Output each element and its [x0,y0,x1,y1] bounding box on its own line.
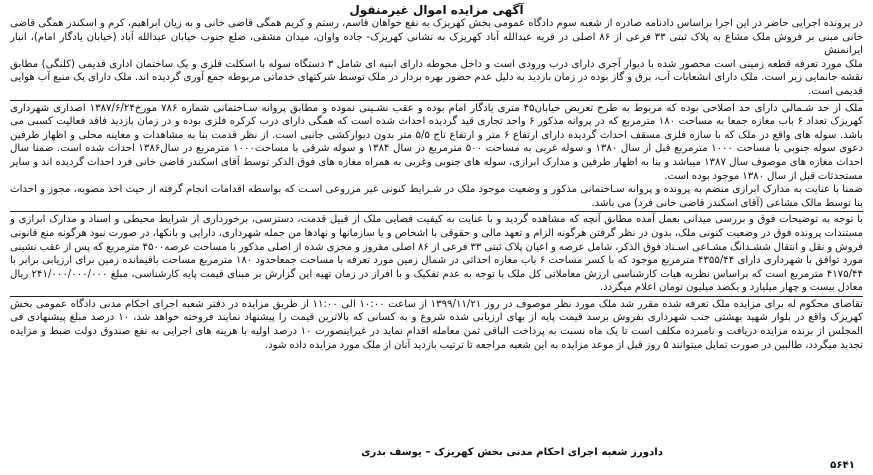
notice-paragraph-description: ملک مورد تعرفه قطعه زمینی است محصور شده با دیوار آجری دارای درب ورودی است و داخل محوطه دارای ابنیه ای شامل ۳ دستگاه سوله با اسکلت فلزی و یک ساختمان اداری قدیمی (کلنگی) مطابق نقشه جانمایی زیر است. ملک دارای انشعابات آب، برق و گاز بوده در زمان بازدید به دلیل عدم حضور بهره بردار در ملک توسط شرکتهای خدماتی مربوطه جمع آوری گردیده اند. ملک دارای یک منبع آب هوایی قدیمی است. [10,58,863,97]
notice-footer [10,446,863,472]
notice-paragraph-permits: ضمنا با عنایت به مدارک ابرازی منضم به پرونده و پروانه سـاختمانی مذکور و وضعیت موجود ملک در شـرایط کنونی غیر مزروعی اسـت که بواسطه اقدامات انجام گرفته از حیث اخذ مصوبه، مجوز و احداث بنا توسط مالک مشاعی (آقای اسکندر قاضی خانی فرد) می باشد. [10,184,863,209]
divider [10,211,863,212]
notice-paragraph-valuation: با توجه به توضیحات فوق و بررسی میدانی بعمل آمده مطابق آنچه که مشاهده گردید و با عنایت به کیفیت فضایی ملک از قبیل قدمت، دسترسی، برخورداری از شرایط محیطی و اسناد و مدارک ابرازی و مستندات پرونده فوق در وضعیت کنونی ملک، بدون در نظر گرفتن هرگونه الزام و تعهد مالی و حقوقی با اشخاص و یا سازمانها و نهادها من جمله شهرداری، دارایی و بانکها، در صورت نبود هرگونه منع قانونی فروش و نقل و انتقال ششـدانگ مشـاعی اسـناد فوق الذکر، شامل عرصه و اعیان پلاک ثبتی ۳۳ فرعی از ۸۶ اصلی مفروز و مجزی شده از اصلی مذکور با مساحت عرصه۴۵۰۰ مترمربع که پس از عقب نشینی مورد توافق با شهرداری دارای ۴۳۵۵/۴۴ مترمربع موجود که با کسر مساحت ۶ باب مغازه احداثی در شمال زمین مورد تعرفه با مساحت جمعاحدود ۱۸۰ مترمربع مساحت باقیمانده زمین برای ارزیابی برابر با ۴۱۷۵/۴۴ مترمربع است که براساس نظریه هیات کارشناسی ارزش معاملاتی کل ملک با توجه به عدم تفکیک و با افراز در زمان تهیه این گزارش بر مبنای قیمت پایه کارشناسی، مبلغ ۲۴۱/۰۰۰/۰۰۰/۰۰۰ ریال معادل بیست و چهار میلیارد و یکصد میلیون تومان اعلام میگردد. [10,214,864,294]
notice-code: ۵۶۴۱ [830,460,855,471]
court-signature: دادورز شعبه اجرای احکام مدنی بخش کهریزک – یوسف بدری [361,447,663,458]
divider [10,296,863,297]
divider [10,100,863,101]
notice-title: آگهی مزایده اموال غیرمنقول [349,3,524,17]
notice-paragraph-case: در پرونده اجرایی حاضر در این اجرا براساس دادنامه صادره از شعبه سوم دادگاه عمومی بخش کهریزک به نفع خواهان قاسم، رستم و کریم همگی قاضی خانی و به زیان ابراهیم، کرم و اسکندر همگی قاضی خانی مبنی بر فروش ملک مشاع به پلاک ثبتی ۳۳ فرعی از ۸۶ اصلی در قریه عبدالله آباد کهریزک به نشانی کهریزک- جاده واوان، میدان مشقی، ضلع جنوب خیابان عبدالله آباد (خیابان یادگار امام)، انبار ایرانمنش [10,18,863,57]
notice-paragraph-details: ملک از حد شـمالی دارای حد اصلاحی بوده که مربوط به طرح تعریض خیابان۴۵ متری یادگار امام بوده و عقب نشـینی نموده و مطابق پروانه سـاختمانی شماره ۷۸۶ مورخ۱۳۸۷/۶/۲۴ اصداری شهرداری کهریزک تعداد ۶ باب مغازه جمعا به مساحت ۱۸۰ مترمربع که در پروانه مذکور ۶ واحد تجاری قید گردیده احداث شده است که همگی دارای درب کرکره فلزی بوده و در زمان بازدید فاقد فعالیت کسبی می باشد. سوله های واقع در ملک که با سازه فلزی مسقف احداث گردیده دارای ارتفاع ۶ متر و ارتفاع تاج ۵/۵ متر بدون دیوارکشی جانبی است. از نظر قدمت بنا به مشاهدات و معاینه محلی و اظهار طرفین دعوی سوله جنوبی با مساحت ۱۰۰۰ مترمربع قبل از سال ۱۳۸۰ و سوله غربی به مساحت ۵۰۰ مترمربع در سال ۱۳۸۴ و سوله شرقی با مساحت۱۰۰۰ مترمربع در سال۱۳۸۶ احداث شده است. ضمنا سال احداث مغازه های موصوف سال ۱۳۸۷ میباشد و بنا به اظهار طرفین و مدارک ابرازی، سوله های جنوبی وغربی به همراه مغازه های فوق الذکر توسط آقای اسکندر قاضی خانی فرد احداث گردیده اند و سایر مستحدثات قبل از سال ۱۳۸۰ موجود بوده است. [10,102,863,182]
notice-paragraph-auction: تقاضای محکوم له برای مزایده ملک تعرفه شده مقرر شد ملک مورد نظر موصوف در روز ۱۳۹۹/۱۱/۲۱ از ساعت ۱۰:۰۰ الی ۱۱:۰۰ از طریق مزایده در دفتر شعبه اجرای احکام مدنی دادگاه عمومی بخش کهریزک واقع در بلوار شهید بهشتی جنب شهرداری بفروش برسد قیمت پایه از بهای ارزیابی شده شروع و به کسانی که بالاترین قیمت را پیشنهاد نمایند فروخته خواهد شد، ۱۰ درصد مبلغ پیشنهادی فی المجلس از برنده مزایده دریافت و نامبرده مکلف است تا یک ماه نسبت به پرداخت الباقی ثمن معامله اقدام نماید در غیراینصورت ۱۰ درصد اولیه با هزینه های اجرایی به نفع صندوق دولت ضبط و مزایده تجدید میگردد، طالبین در صورت تمایل میتوانند ۵ روز قبل از موعد مزایده به این شعبه مراجعه تا ترتیب بازدید آنان از ملک مورد مزایده داده شود. [10,298,863,351]
